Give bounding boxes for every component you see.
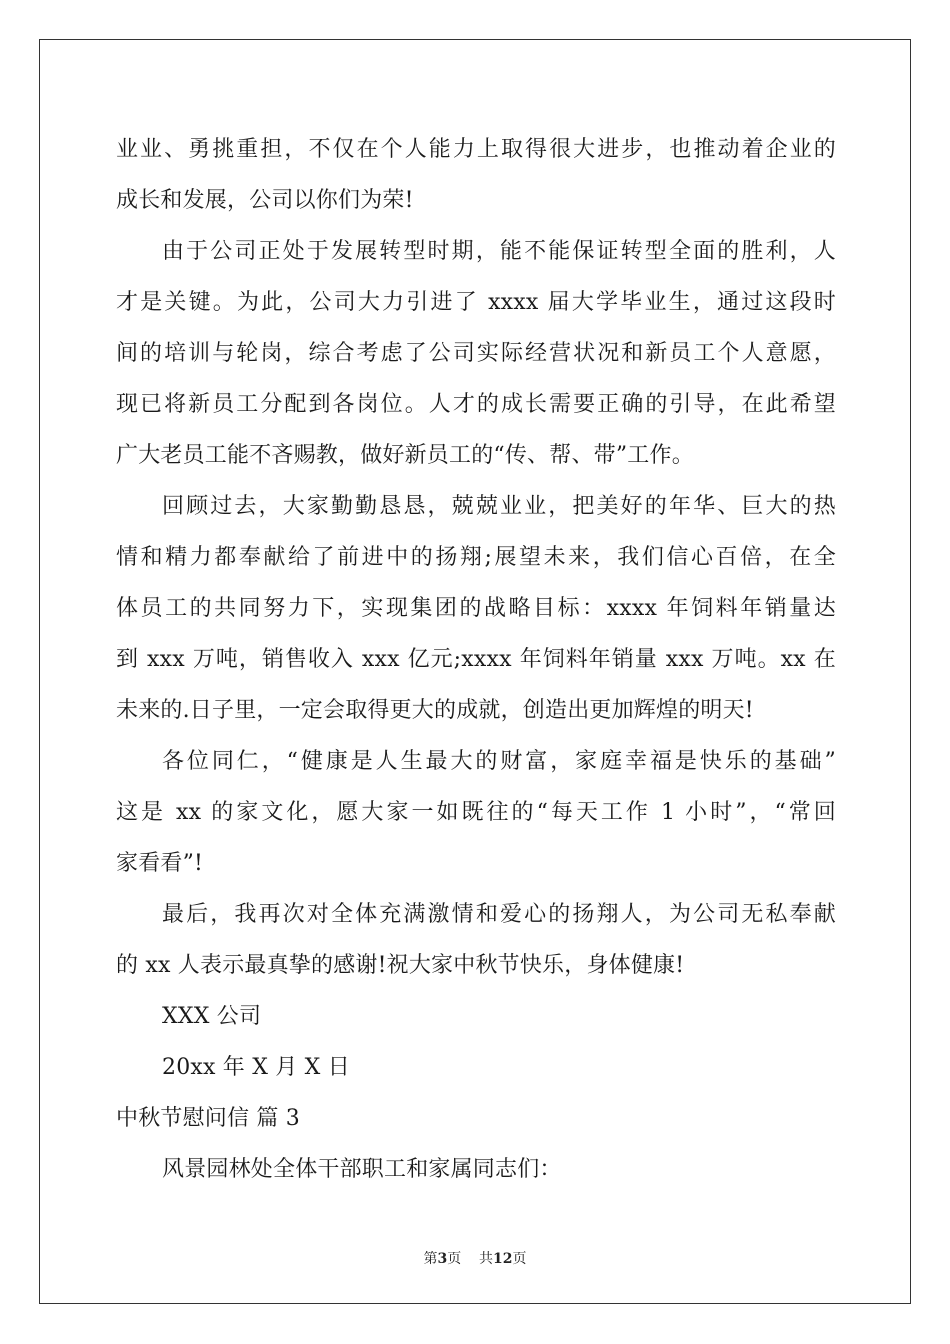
body-line: 情和精力都奉献给了前进中的扬翔;展望未来，我们信心百倍，在全: [116, 545, 836, 570]
page-suffix: 页: [512, 1251, 527, 1267]
page-total: 12: [493, 1251, 513, 1267]
signature-date: 20xx 年 X 月 X 日: [162, 1055, 350, 1080]
page-number: [0, 1248, 950, 1268]
section-heading: 中秋节慰问信 篇 3: [116, 1106, 300, 1131]
body-line: 到 xxx 万吨，销售收入 xxx 亿元;xxxx 年饲料年销量 xxx 万吨。xx 在: [116, 647, 836, 672]
paragraph-first-line: 回顾过去，大家勤勤恳恳，兢兢业业，把美好的年华、巨大的热: [162, 494, 836, 519]
signature-company: XXX 公司: [162, 1004, 262, 1029]
page-mid: 页 共: [447, 1251, 494, 1267]
paragraph-first-line: 最后，我再次对全体充满激情和爱心的扬翔人，为公司无私奉献: [162, 902, 836, 927]
page-prefix: 第: [423, 1251, 438, 1267]
body-line: 未来的.日子里，一定会取得更大的成就，创造出更加辉煌的明天!: [116, 698, 754, 723]
document-body: [116, 128, 836, 1199]
body-line: 这是 xx 的家文化，愿大家一如既往的“每天工作 1 小时”，“常回: [116, 800, 836, 825]
paragraph-first-line: 由于公司正处于发展转型时期，能不能保证转型全面的胜利，人: [162, 239, 836, 264]
body-line: 的 xx 人表示最真挚的感谢!祝大家中秋节快乐，身体健康!: [116, 953, 685, 978]
body-line: 家看看”!: [116, 851, 204, 876]
body-line: 业业、勇挑重担，不仅在个人能力上取得很大进步，也推动着企业的: [116, 137, 836, 162]
body-line: 体员工的共同努力下，实现集团的战略目标：xxxx 年饲料年销量达: [116, 596, 836, 621]
body-line: 成长和发展，公司以你们为荣!: [116, 188, 414, 213]
body-line: 广大老员工能不吝赐教，做好新员工的“传、帮、带”工作。: [116, 443, 694, 468]
body-line: 现已将新员工分配到各岗位。人才的成长需要正确的引导，在此希望: [116, 392, 836, 417]
body-line: 间的培训与轮岗，综合考虑了公司实际经营状况和新员工个人意愿，: [116, 341, 836, 366]
salutation: 风景园林处全体干部职工和家属同志们：: [162, 1157, 562, 1182]
body-line: 才是关键。为此，公司大力引进了 xxxx 届大学毕业生，通过这段时: [116, 290, 836, 315]
paragraph-first-line: 各位同仁，“健康是人生最大的财富，家庭幸福是快乐的基础”: [162, 749, 836, 774]
page-current: 3: [437, 1251, 448, 1267]
